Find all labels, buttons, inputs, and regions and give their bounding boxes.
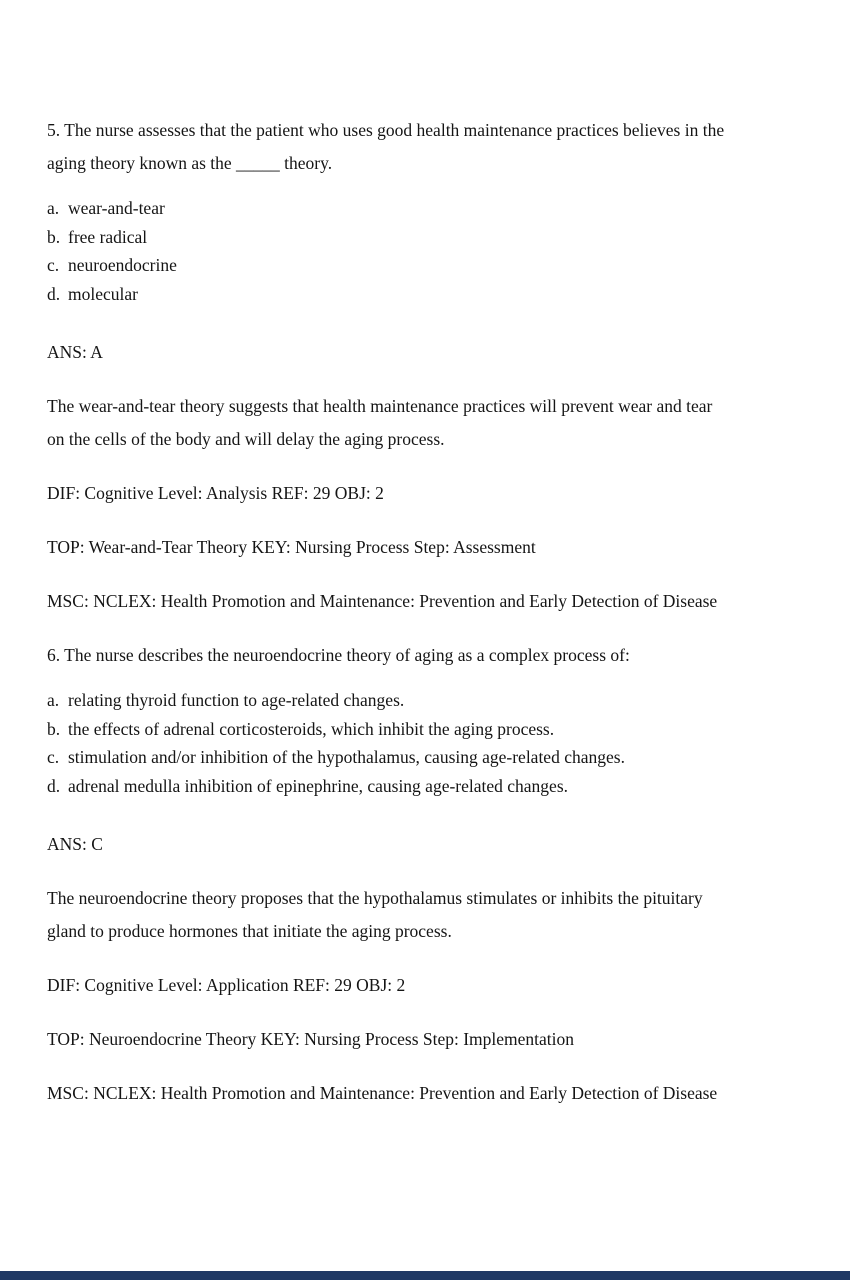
dif-line-wrap	[47, 969, 812, 1002]
option-text: wear-and-tear	[68, 198, 165, 218]
question-stem	[47, 639, 812, 672]
option-letter: c.	[47, 747, 60, 767]
dif-line: DIF: Cognitive Level: Application REF: 29 OBJ: 2	[47, 975, 406, 995]
option-row	[47, 194, 812, 223]
answer-options-list	[47, 194, 812, 308]
option-row	[47, 223, 812, 252]
option-text: adrenal medulla inhibition of epinephrine, causing age-related changes.	[68, 775, 569, 796]
option-row	[47, 715, 812, 744]
question-stem-line: 6. The nurse describes the neuroendocrine theory of aging as a complex process of:	[47, 645, 630, 665]
rationale-line: on the cells of the body and will delay the aging process.	[47, 429, 445, 449]
option-letter: b.	[47, 226, 61, 247]
top-line: TOP: Neuroendocrine Theory KEY: Nursing Process Step: Implementation	[47, 1029, 575, 1049]
question-stem	[47, 114, 812, 180]
option-letter: c.	[47, 255, 60, 275]
question-block	[47, 639, 812, 1110]
answer-options-list	[47, 686, 812, 800]
question-block	[47, 114, 812, 618]
option-letter: b.	[47, 718, 61, 739]
rationale-paragraph	[47, 390, 812, 456]
document-content	[47, 114, 812, 1110]
answer-line: ANS: A	[47, 342, 103, 362]
msc-line: MSC: NCLEX: Health Promotion and Maintenance: Prevention and Early Detection of Disease	[47, 1083, 718, 1103]
option-letter: a.	[47, 198, 60, 218]
page-bottom-bar	[0, 1271, 850, 1280]
top-line: TOP: Wear-and-Tear Theory KEY: Nursing Process Step: Assessment	[47, 537, 536, 557]
option-row	[47, 280, 812, 309]
option-text: neuroendocrine	[68, 255, 177, 275]
rationale-line: gland to produce hormones that initiate the aging process.	[47, 921, 452, 941]
option-row	[47, 686, 812, 715]
question-stem-line: 5. The nurse assesses that the patient who uses good health maintenance practices believes in the	[47, 120, 725, 140]
msc-line-wrap	[47, 585, 812, 618]
option-text: relating thyroid function to age-related changes.	[68, 690, 405, 710]
option-letter: a.	[47, 690, 60, 710]
option-letter: d.	[47, 283, 61, 304]
msc-line: MSC: NCLEX: Health Promotion and Maintenance: Prevention and Early Detection of Disease	[47, 591, 718, 611]
msc-line-wrap	[47, 1077, 812, 1110]
option-text: free radical	[68, 226, 148, 247]
option-row	[47, 743, 812, 772]
option-text: the effects of adrenal corticosteroids, which inhibit the aging process.	[68, 718, 555, 739]
option-letter: d.	[47, 775, 61, 796]
top-line-wrap	[47, 1023, 812, 1056]
option-text: molecular	[68, 283, 138, 304]
dif-line: DIF: Cognitive Level: Analysis REF: 29 OBJ: 2	[47, 483, 384, 503]
option-row	[47, 772, 812, 801]
option-text: stimulation and/or inhibition of the hypothalamus, causing age-related changes.	[68, 747, 625, 767]
top-line-wrap	[47, 531, 812, 564]
option-row	[47, 251, 812, 280]
question-stem-line: aging theory known as the _____ theory.	[47, 153, 333, 173]
rationale-line: The wear-and-tear theory suggests that health maintenance practices will prevent wear and tear	[47, 396, 713, 416]
rationale-line: The neuroendocrine theory proposes that the hypothalamus stimulates or inhibits the pituitary	[47, 888, 703, 908]
answer-line: ANS: C	[47, 834, 103, 854]
dif-line-wrap	[47, 477, 812, 510]
rationale-paragraph	[47, 882, 812, 948]
